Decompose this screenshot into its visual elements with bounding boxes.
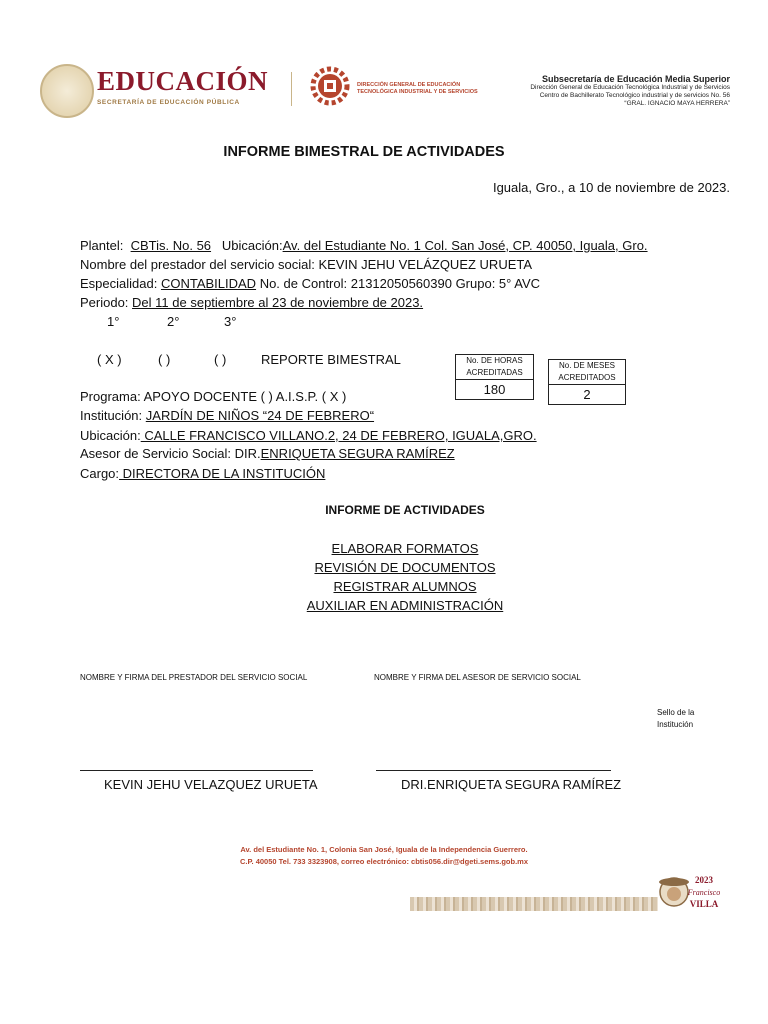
activities-title: INFORME DE ACTIVIDADES xyxy=(325,503,485,517)
period-mark-3: ( ) xyxy=(214,352,227,367)
footer-decorative-bar xyxy=(410,897,658,911)
periodo-line xyxy=(80,295,423,310)
plantel-value: CBTis. No. 56 xyxy=(130,238,212,253)
document-date: Iguala, Gro., a 10 de noviembre de 2023. xyxy=(492,180,730,195)
cargo-label: Cargo: xyxy=(80,466,120,481)
period-number-1: 1° xyxy=(107,314,120,329)
activity-item: REGISTRAR ALUMNOS xyxy=(333,579,477,594)
dgeti-text xyxy=(357,82,478,96)
sello-line-2: Institución xyxy=(657,720,694,729)
government-seal-icon xyxy=(40,64,94,118)
asesor-value: ENRIQUETA SEGURA RAMÍREZ xyxy=(260,446,455,461)
control-text: No. de Control: 21312050560390 Grupo: 5° AVC xyxy=(259,276,541,291)
period-number-2: 2° xyxy=(167,314,180,329)
header-institution-block xyxy=(530,74,730,108)
institucion-value: JARDÍN DE NIÑOS “24 DE FEBRERO“ xyxy=(145,408,375,423)
cargo-line xyxy=(80,466,325,481)
cargo-value: DIRECTORA DE LA INSTITUCIÓN xyxy=(119,466,326,481)
dgeti-line-2: TECNOLÓGICA INDUSTRIAL Y DE SERVICIOS xyxy=(357,89,478,95)
period-mark-2: ( ) xyxy=(158,352,171,367)
dgeti-gear-icon xyxy=(310,66,350,106)
sello-label xyxy=(657,707,694,731)
institucion-line xyxy=(80,408,374,423)
horas-label-2: ACREDITADAS xyxy=(466,368,523,377)
especialidad-label: Especialidad: xyxy=(80,276,158,291)
ubicacion2-value: CALLE FRANCISCO VILLANO.2, 24 DE FEBRERO, IGUALA,GRO. xyxy=(140,428,537,443)
prestador-label: Nombre del prestador del servicio social: xyxy=(80,257,315,272)
horas-label-1: No. DE HORAS xyxy=(466,356,523,365)
prestador-line xyxy=(80,257,532,272)
especialidad-line xyxy=(80,276,540,291)
signature-name-asesor: DRI.ENRIQUETA SEGURA RAMÍREZ xyxy=(401,777,622,792)
signature-name-prestador: KEVIN JEHU VELAZQUEZ URUETA xyxy=(104,777,318,792)
francisco-villa-badge-icon xyxy=(658,866,720,918)
plantel-label: Plantel: xyxy=(80,238,124,253)
period-number-3: 3° xyxy=(224,314,237,329)
header-direccion: Dirección General de Educación Tecnológica Industrial y de Servicios xyxy=(530,84,730,91)
asesor-label: Asesor de Servicio Social: DIR. xyxy=(80,446,261,461)
institucion-label: Institución: xyxy=(80,408,143,423)
reporte-label: REPORTE BIMESTRAL xyxy=(261,352,401,367)
ubicacion-value: Av. del Estudiante No. 1 Col. San José, CP. 40050, Iguala, Gro. xyxy=(282,238,648,253)
badge-year: 2023 xyxy=(695,875,713,885)
signature-header-asesor: NOMBRE Y FIRMA DEL ASESOR DE SERVICIO SOCIAL xyxy=(374,673,581,682)
signature-line-prestador xyxy=(80,770,313,771)
meses-label-2: ACREDITADOS xyxy=(558,373,616,382)
programa-line: Programa: APOYO DOCENTE ( ) A.I.S.P. ( X ) xyxy=(80,389,347,404)
signature-line-asesor xyxy=(376,770,611,771)
dgeti-line-1: DIRECCIÓN GENERAL DE EDUCACIÓN xyxy=(357,82,461,88)
logo-subtitle: SECRETARÍA DE EDUCACIÓN PÚBLICA xyxy=(97,99,240,106)
header-divider xyxy=(291,72,292,106)
badge-name-2: VILLA xyxy=(689,899,719,909)
badge-name: Francisco xyxy=(687,888,720,897)
activity-item: ELABORAR FORMATOS xyxy=(331,541,479,556)
footer-contact: C.P. 40050 Tel. 733 3323908, correo electrónico: cbtis056.dir@dgeti.sems.gob.mx xyxy=(239,857,528,866)
plantel-line xyxy=(80,238,648,253)
especialidad-value: CONTABILIDAD xyxy=(160,276,257,291)
header-gral: “GRAL. IGNACIO MAYA HERRERA” xyxy=(624,100,730,107)
meses-value: 2 xyxy=(548,384,626,405)
periodo-value: Del 11 de septiembre al 23 de noviembre de 2023. xyxy=(132,295,424,310)
footer-address: Av. del Estudiante No. 1, Colonia San José, Iguala de la Independencia Guerrero. xyxy=(240,845,528,854)
document-title: INFORME BIMESTRAL DE ACTIVIDADES xyxy=(223,144,505,160)
header-centro: Centro de Bachillerato Tecnológico industrial y de servicios No. 56 xyxy=(539,92,730,99)
ubicacion2-label: Ubicación: xyxy=(80,428,141,443)
meses-label-1: No. DE MESES xyxy=(558,361,615,370)
logo-title: EDUCACIÓN xyxy=(97,66,269,96)
activity-item: REVISIÓN DE DOCUMENTOS xyxy=(314,560,496,575)
asesor-line xyxy=(80,446,455,461)
ubicacion-label: Ubicación: xyxy=(221,238,283,253)
signature-header-prestador: NOMBRE Y FIRMA DEL PRESTADOR DEL SERVICIO SOCIAL xyxy=(80,673,308,682)
header-subsecretaria: Subsecretaría de Educación Media Superior xyxy=(541,74,730,84)
sello-line-1: Sello de la xyxy=(657,708,695,717)
horas-value: 180 xyxy=(455,379,534,400)
meses-label-box xyxy=(548,359,626,385)
period-mark-1: ( X ) xyxy=(97,352,122,367)
prestador-value: KEVIN JEHU VELÁZQUEZ URUETA xyxy=(318,257,533,272)
ubicacion2-line xyxy=(80,428,537,443)
horas-label-box xyxy=(455,354,534,380)
activity-item: AUXILIAR EN ADMINISTRACIÓN xyxy=(306,598,504,613)
periodo-label: Periodo: xyxy=(80,295,129,310)
